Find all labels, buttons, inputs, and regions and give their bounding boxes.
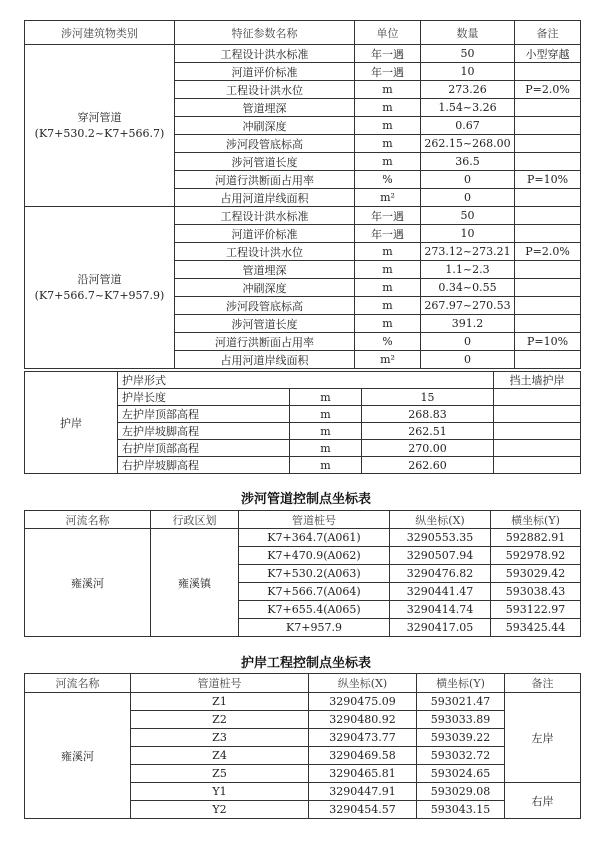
param-name: 涉河管道长度 <box>175 315 355 333</box>
quantity: 391.2 <box>421 315 515 333</box>
note: P=10% <box>515 171 581 189</box>
note <box>515 189 581 207</box>
header-category: 涉河建筑物类别 <box>25 21 175 45</box>
unit: m <box>290 406 362 423</box>
category-name: 穿河管道 <box>77 110 122 124</box>
note <box>515 297 581 315</box>
unit: m <box>355 261 421 279</box>
category-range: (K7+566.7~K7+957.9) <box>34 288 165 302</box>
header-unit: 单位 <box>355 21 421 45</box>
quantity: 0.67 <box>421 117 515 135</box>
stake-number: K7+364.7(A061) <box>239 529 390 547</box>
quantity: 0 <box>421 171 515 189</box>
note <box>515 315 581 333</box>
param-name: 河道行洪断面占用率 <box>175 333 355 351</box>
quantity: 1.1~2.3 <box>421 261 515 279</box>
quantity: 262.51 <box>362 423 494 440</box>
quantity: 262.15~268.00 <box>421 135 515 153</box>
x-coordinate: 3290473.77 <box>309 729 417 747</box>
unit: % <box>355 171 421 189</box>
param-row <box>25 45 581 63</box>
y-coordinate: 592882.91 <box>491 529 581 547</box>
note: 挡土墙护岸 <box>494 372 581 389</box>
quantity: 36.5 <box>421 153 515 171</box>
param-name: 左护岸顶部高程 <box>118 406 290 423</box>
note <box>494 406 581 423</box>
unit: 年一遇 <box>355 207 421 225</box>
param-name: 管道埋深 <box>175 261 355 279</box>
unit: 年一遇 <box>355 225 421 243</box>
header-x: 纵坐标(X) <box>309 674 417 693</box>
y-coordinate: 593032.72 <box>417 747 505 765</box>
header-param: 特征参数名称 <box>175 21 355 45</box>
unit: m <box>355 117 421 135</box>
quantity: 270.00 <box>362 440 494 457</box>
param-name: 左护岸坡脚高程 <box>118 423 290 440</box>
quantity: 0 <box>421 333 515 351</box>
x-coordinate: 3290454.57 <box>309 801 417 819</box>
header-y: 横坐标(Y) <box>417 674 505 693</box>
header-district: 行政区划 <box>151 511 239 529</box>
y-coordinate: 593043.15 <box>417 801 505 819</box>
param-name: 工程设计洪水位 <box>175 243 355 261</box>
unit: m <box>290 389 362 406</box>
param-name: 河道评价标准 <box>175 63 355 81</box>
stake-number: Z1 <box>131 693 309 711</box>
note <box>515 135 581 153</box>
riverside-pipe-group <box>25 207 581 369</box>
y-coordinate: 592978.92 <box>491 547 581 565</box>
y-coordinate: 593039.22 <box>417 729 505 747</box>
quantity: 262.60 <box>362 457 494 474</box>
stake-number: Z4 <box>131 747 309 765</box>
note <box>494 457 581 474</box>
pipe-coordinates-title: 涉河管道控制点坐标表 <box>240 492 371 507</box>
quantity: 267.97~270.53 <box>421 297 515 315</box>
stake-number: Z3 <box>131 729 309 747</box>
param-name: 右护岸顶部高程 <box>118 440 290 457</box>
unit: m <box>355 135 421 153</box>
y-coordinate: 593029.42 <box>491 565 581 583</box>
quantity: 273.26 <box>421 81 515 99</box>
unit: m <box>290 457 362 474</box>
y-coordinate: 593033.89 <box>417 711 505 729</box>
left-bank-note: 左岸 <box>505 693 581 783</box>
table-row <box>25 693 581 711</box>
x-coordinate: 3290414.74 <box>390 601 491 619</box>
unit: m <box>355 153 421 171</box>
param-name: 河道行洪断面占用率 <box>175 171 355 189</box>
x-coordinate: 3290441.47 <box>390 583 491 601</box>
note <box>515 225 581 243</box>
unit: m <box>355 279 421 297</box>
stake-number: K7+530.2(A063) <box>239 565 390 583</box>
param-name: 右护岸坡脚高程 <box>118 457 290 474</box>
param-name: 护岸长度 <box>118 389 290 406</box>
note <box>515 117 581 135</box>
quantity: 0 <box>421 351 515 369</box>
param-name: 占用河道岸线面积 <box>175 351 355 369</box>
quantity: 1.54~3.26 <box>421 99 515 117</box>
quantity: 10 <box>421 63 515 81</box>
note <box>515 207 581 225</box>
header-qty: 数量 <box>421 21 515 45</box>
param-name: 涉河段管底标高 <box>175 135 355 153</box>
y-coordinate: 593122.97 <box>491 601 581 619</box>
revetment-coordinates-title: 护岸工程控制点坐标表 <box>240 656 371 671</box>
unit: m <box>355 81 421 99</box>
note <box>515 99 581 117</box>
note <box>515 351 581 369</box>
note <box>515 279 581 297</box>
note <box>515 153 581 171</box>
x-coordinate: 3290417.05 <box>390 619 491 637</box>
note <box>515 261 581 279</box>
x-coordinate: 3290480.92 <box>309 711 417 729</box>
quantity: 273.12~273.21 <box>421 243 515 261</box>
unit: m <box>355 243 421 261</box>
header-x: 纵坐标(X) <box>390 511 491 529</box>
param-name: 河道评价标准 <box>175 225 355 243</box>
y-coordinate: 593425.44 <box>491 619 581 637</box>
category-name: 沿河管道 <box>77 272 122 286</box>
header-note: 备注 <box>515 21 581 45</box>
x-coordinate: 3290553.35 <box>390 529 491 547</box>
x-coordinate: 3290475.09 <box>309 693 417 711</box>
unit: m <box>290 440 362 457</box>
param-name: 涉河管道长度 <box>175 153 355 171</box>
category-cell <box>25 45 175 207</box>
river-name: 雍溪河 <box>25 529 151 637</box>
river-name: 雍溪河 <box>25 693 131 819</box>
quantity: 50 <box>421 45 515 63</box>
param-name: 管道埋深 <box>175 99 355 117</box>
quantity: 0 <box>421 189 515 207</box>
note <box>515 63 581 81</box>
unit: m² <box>355 351 421 369</box>
stake-number: K7+470.9(A062) <box>239 547 390 565</box>
revetment-table <box>24 371 581 474</box>
header-river: 河流名称 <box>25 674 131 693</box>
x-coordinate: 3290507.94 <box>390 547 491 565</box>
quantity: 50 <box>421 207 515 225</box>
param-row <box>25 372 581 389</box>
param-name: 占用河道岸线面积 <box>175 189 355 207</box>
revetment-coordinates-table <box>24 673 581 819</box>
note: P=2.0% <box>515 81 581 99</box>
unit: m <box>290 423 362 440</box>
note: P=2.0% <box>515 243 581 261</box>
stake-number: Z5 <box>131 765 309 783</box>
note: P=10% <box>515 333 581 351</box>
param-name: 涉河段管底标高 <box>175 297 355 315</box>
header-note: 备注 <box>505 674 581 693</box>
unit: m <box>355 297 421 315</box>
x-coordinate: 3290447.91 <box>309 783 417 801</box>
stake-number: K7+566.7(A064) <box>239 583 390 601</box>
header-y: 横坐标(Y) <box>491 511 581 529</box>
param-row <box>25 207 581 225</box>
stake-number: Y1 <box>131 783 309 801</box>
district-name: 雍溪镇 <box>151 529 239 637</box>
y-coordinate: 593021.47 <box>417 693 505 711</box>
unit: m <box>355 315 421 333</box>
unit: % <box>355 333 421 351</box>
crossing-pipe-group <box>25 45 581 207</box>
unit: m² <box>355 189 421 207</box>
feature-parameter-table <box>24 20 581 369</box>
y-coordinate: 593029.08 <box>417 783 505 801</box>
unit: 年一遇 <box>355 45 421 63</box>
quantity: 10 <box>421 225 515 243</box>
stake-number: K7+655.4(A065) <box>239 601 390 619</box>
note <box>494 423 581 440</box>
param-name: 护岸形式 <box>118 372 494 389</box>
header-stake: 管道桩号 <box>131 674 309 693</box>
stake-number: Z2 <box>131 711 309 729</box>
param-name: 冲刷深度 <box>175 117 355 135</box>
param-name: 工程设计洪水标准 <box>175 45 355 63</box>
y-coordinate: 593024.65 <box>417 765 505 783</box>
header-river: 河流名称 <box>25 511 151 529</box>
quantity: 15 <box>362 389 494 406</box>
unit: m <box>355 99 421 117</box>
note <box>494 389 581 406</box>
quantity: 0.34~0.55 <box>421 279 515 297</box>
x-coordinate: 3290469.58 <box>309 747 417 765</box>
param-name: 工程设计洪水位 <box>175 81 355 99</box>
param-name: 冲刷深度 <box>175 279 355 297</box>
x-coordinate: 3290476.82 <box>390 565 491 583</box>
x-coordinate: 3290465.81 <box>309 765 417 783</box>
category-name: 护岸 <box>25 372 118 474</box>
y-coordinate: 593038.43 <box>491 583 581 601</box>
right-bank-note: 右岸 <box>505 783 581 819</box>
category-cell <box>25 207 175 369</box>
param-name: 工程设计洪水标准 <box>175 207 355 225</box>
unit: 年一遇 <box>355 63 421 81</box>
header-stake: 管道桩号 <box>239 511 390 529</box>
category-range: (K7+530.2~K7+566.7) <box>34 126 165 140</box>
stake-number: K7+957.9 <box>239 619 390 637</box>
table-row <box>25 529 581 547</box>
pipe-coordinates-table <box>24 510 581 637</box>
note <box>494 440 581 457</box>
note: 小型穿越 <box>515 45 581 63</box>
stake-number: Y2 <box>131 801 309 819</box>
quantity: 268.83 <box>362 406 494 423</box>
